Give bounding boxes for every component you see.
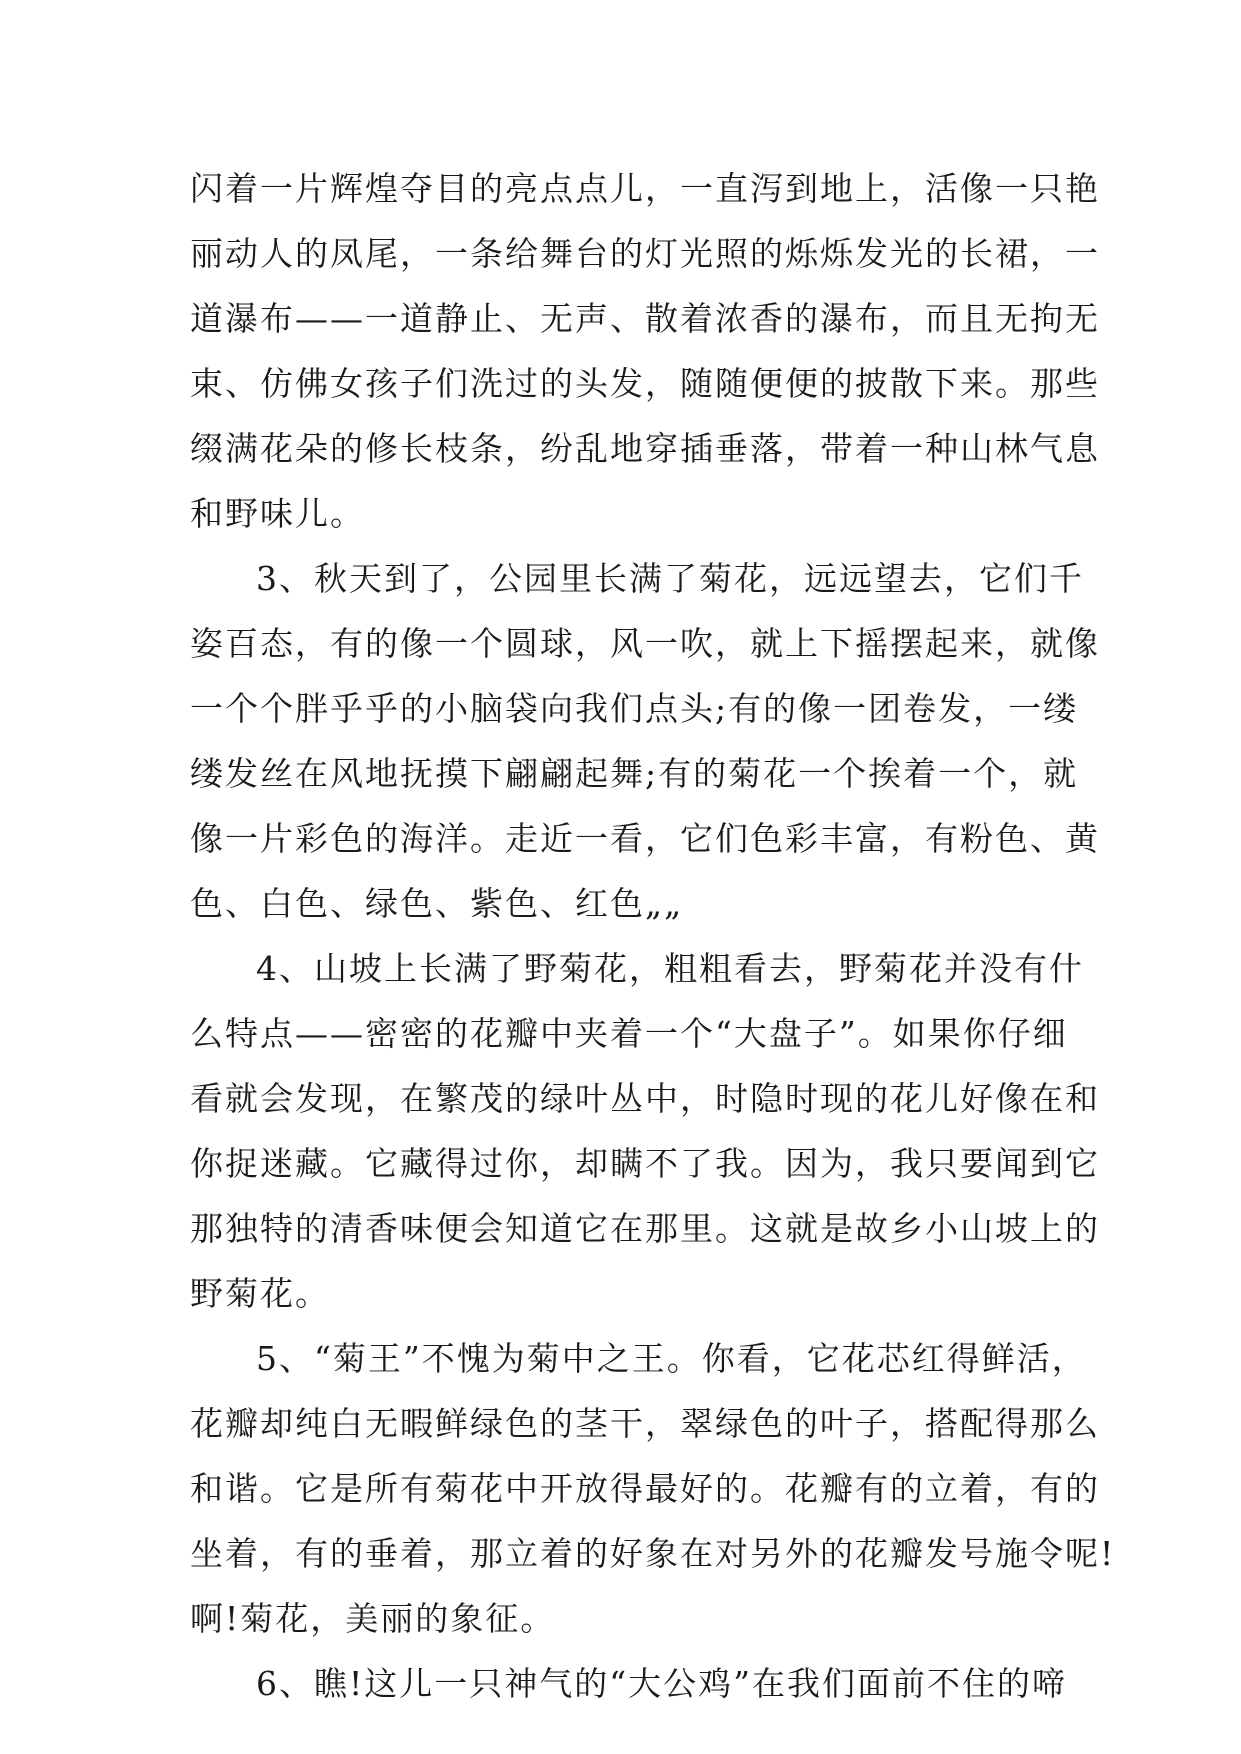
text-line: 和谐。它是所有菊花中开放得最好的。花瓣有的立着，有的: [190, 1469, 1100, 1508]
paragraph-4: [190, 936, 1100, 1326]
text-line: 4、山坡上长满了野菊花，粗粗看去，野菊花并没有什: [256, 949, 1084, 988]
text-line: 看就会发现，在繁茂的绿叶丛中，时隐时现的花儿好像在和: [190, 1079, 1100, 1118]
text-line: 缀满花朵的修长枝条，纷乱地穿插垂落，带着一种山林气息: [190, 429, 1100, 468]
paragraph-6: [190, 1651, 1067, 1716]
paragraph-continuation: [190, 156, 1100, 546]
text-line: 和野味儿。: [190, 494, 365, 533]
text-line: 束、仿佛女孩子们洗过的头发，随随便便的披散下来。那些: [190, 364, 1100, 403]
text-line: 那独特的清香味便会知道它在那里。这就是故乡小山坡上的: [190, 1209, 1100, 1248]
text-line: 缕发丝在风地抚摸下翩翩起舞;有的菊花一个挨着一个，就: [190, 754, 1079, 793]
text-line: 6、瞧!这儿一只神气的“大公鸡”在我们面前不住的啼: [256, 1664, 1067, 1703]
text-line: 丽动人的凤尾，一条给舞台的灯光照的烁烁发光的长裙，一: [190, 234, 1100, 273]
paragraph-3: [190, 546, 1100, 936]
text-line: 野菊花。: [190, 1274, 330, 1313]
paragraph-5: [190, 1326, 1116, 1651]
text-line: 啊!菊花，美丽的象征。: [190, 1599, 556, 1638]
text-line: 色、白色、绿色、紫色、红色„„: [190, 884, 684, 923]
text-line: 你捉迷藏。它藏得过你，却瞒不了我。因为，我只要闻到它: [190, 1144, 1100, 1183]
text-line: 花瓣却纯白无暇鲜绿色的茎干，翠绿色的叶子，搭配得那么: [190, 1404, 1100, 1443]
text-line: 道瀑布——一道静止、无声、散着浓香的瀑布，而且无拘无: [190, 299, 1100, 338]
text-line: 一个个胖乎乎的小脑袋向我们点头;有的像一团卷发，一缕: [190, 689, 1079, 728]
text-line: 3、秋天到了，公园里长满了菊花，远远望去，它们千: [256, 559, 1084, 598]
body-text: [190, 156, 1116, 1716]
text-line: 姿百态，有的像一个圆球，风一吹，就上下摇摆起来，就像: [190, 624, 1100, 663]
text-line: 么特点——密密的花瓣中夹着一个“大盘子”。如果你仔细: [190, 1014, 1068, 1053]
text-line: 闪着一片辉煌夺目的亮点点儿，一直泻到地上，活像一只艳: [190, 169, 1100, 208]
text-line: 坐着，有的垂着，那立着的好象在对另外的花瓣发号施令呢!: [190, 1534, 1116, 1573]
text-line: 5、“菊王”不愧为菊中之王。你看，它花芯红得鲜活，: [256, 1339, 1087, 1378]
text-line: 像一片彩色的海洋。走近一看，它们色彩丰富，有粉色、黄: [190, 819, 1100, 858]
